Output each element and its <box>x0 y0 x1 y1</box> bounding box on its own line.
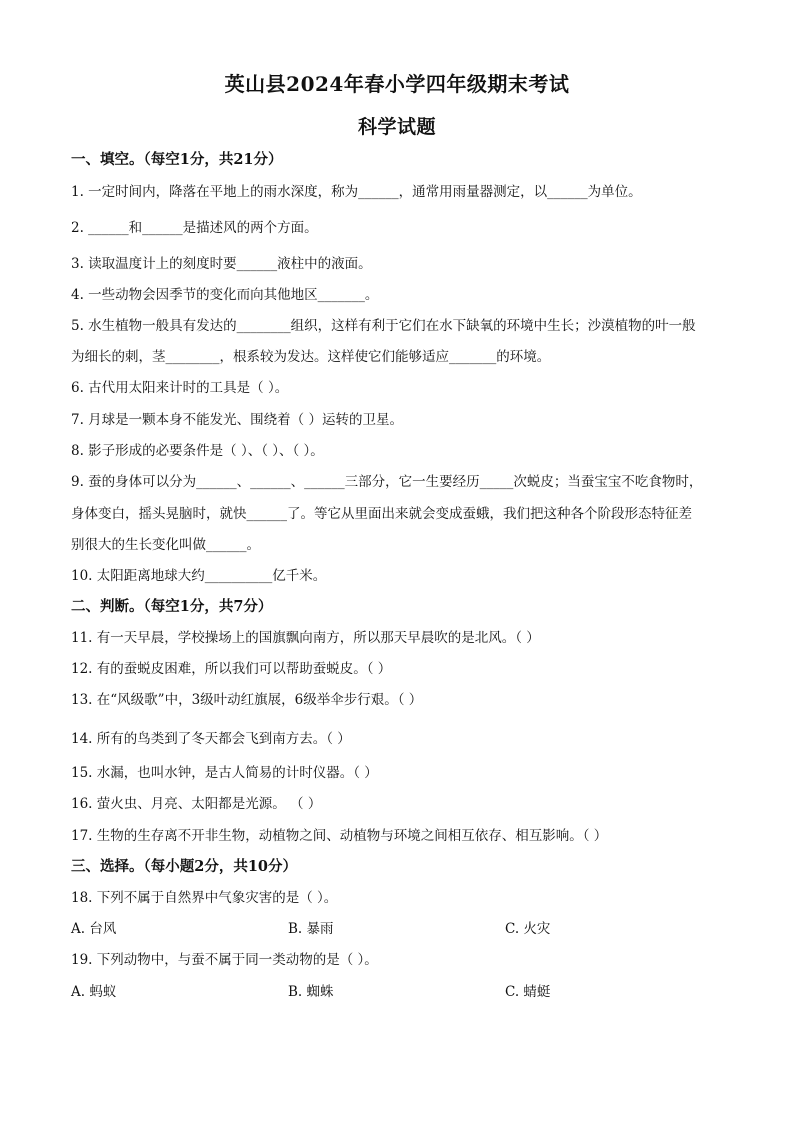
question-19-option-a: A. 蚂蚁 <box>71 984 117 1000</box>
question-18-option-c: C. 火灾 <box>505 921 551 937</box>
question-7: 7. 月球是一颗本身不能发光、围绕着（ ）运转的卫星。 <box>71 412 403 428</box>
question-6: 6. 古代用太阳来计时的工具是（ ）。 <box>71 380 289 396</box>
question-15: 15. 水漏，也叫水钟，是古人简易的计时仪器。（ ） <box>71 765 378 781</box>
exam-subtitle: 科学试题 <box>357 116 436 138</box>
exam-title: 英山县2024年春小学四年级期末考试 <box>224 72 570 96</box>
section-heading-fill-in: 一、填空。（每空1分，共21分） <box>71 151 283 168</box>
question-3: 3. 读取温度计上的刻度时要______液柱中的液面。 <box>71 256 372 272</box>
question-9-line-1: 9. 蚕的身体可以分为______、______、______三部分，它一生要经历_____次蜕皮；当蚕宝宝不吃食物时， <box>71 474 703 490</box>
question-1: 1. 一定时间内，降落在平地上的雨水深度，称为______，通常用雨量器测定，以______为单位。 <box>71 184 642 200</box>
question-19: 19. 下列动物中，与蚕不属于同一类动物的是（ ）。 <box>71 952 378 968</box>
question-13: 13. 在“风级歌”中，3级叶动红旗展，6级举伞步行艰。（ ） <box>71 692 423 708</box>
question-18-option-b: B. 暴雨 <box>288 921 334 937</box>
question-8: 8. 影子形成的必要条件是（ ）、（ ）、（ ）。 <box>71 443 324 459</box>
question-19-option-b: B. 蜘蛛 <box>288 984 334 1000</box>
question-14: 14. 所有的鸟类到了冬天都会飞到南方去。（ ） <box>71 731 351 747</box>
question-10: 10. 太阳距离地球大约__________亿千米。 <box>71 568 327 584</box>
section-heading-true-false: 二、判断。（每空1分，共7分） <box>71 598 273 615</box>
question-5-line-2: 为细长的刺，茎________，根系较为发达。这样使它们能够适应_______的环境。 <box>71 349 551 365</box>
question-5-line-1: 5. 水生植物一般具有发达的________组织，这样有利于它们在水下缺氧的环境中生长；沙漠植物的叶一般 <box>71 318 696 334</box>
question-4: 4. 一些动物会因季节的变化而向其他地区_______。 <box>71 287 379 303</box>
section-heading-multiple-choice: 三、选择。（每小题2分，共10分） <box>71 858 298 875</box>
question-19-option-c: C. 蜻蜓 <box>505 984 551 1000</box>
question-17: 17. 生物的生存离不开非生物，动植物之间、动植物与环境之间相互依存、相互影响。（ ） <box>71 828 608 844</box>
question-2: 2. ______和______是描述风的两个方面。 <box>71 220 318 236</box>
question-18: 18. 下列不属于自然界中气象灾害的是（ ）。 <box>71 890 338 906</box>
question-12: 12. 有的蚕蜕皮困难，所以我们可以帮助蚕蜕皮。（ ） <box>71 661 392 677</box>
question-9-line-3: 别很大的生长变化叫做______。 <box>71 537 260 553</box>
question-18-option-a: A. 台风 <box>71 921 117 937</box>
question-16: 16. 萤火虫、月亮、太阳都是光源。 （ ） <box>71 796 322 812</box>
question-11: 11. 有一天早晨，学校操场上的国旗飘向南方，所以那天早晨吹的是北风。（ ） <box>71 630 540 646</box>
question-9-line-2: 身体变白，摇头晃脑时，就快______了。等它从里面出来就会变成蚕蛾，我们把这种各个阶段形态特征差 <box>71 506 692 522</box>
